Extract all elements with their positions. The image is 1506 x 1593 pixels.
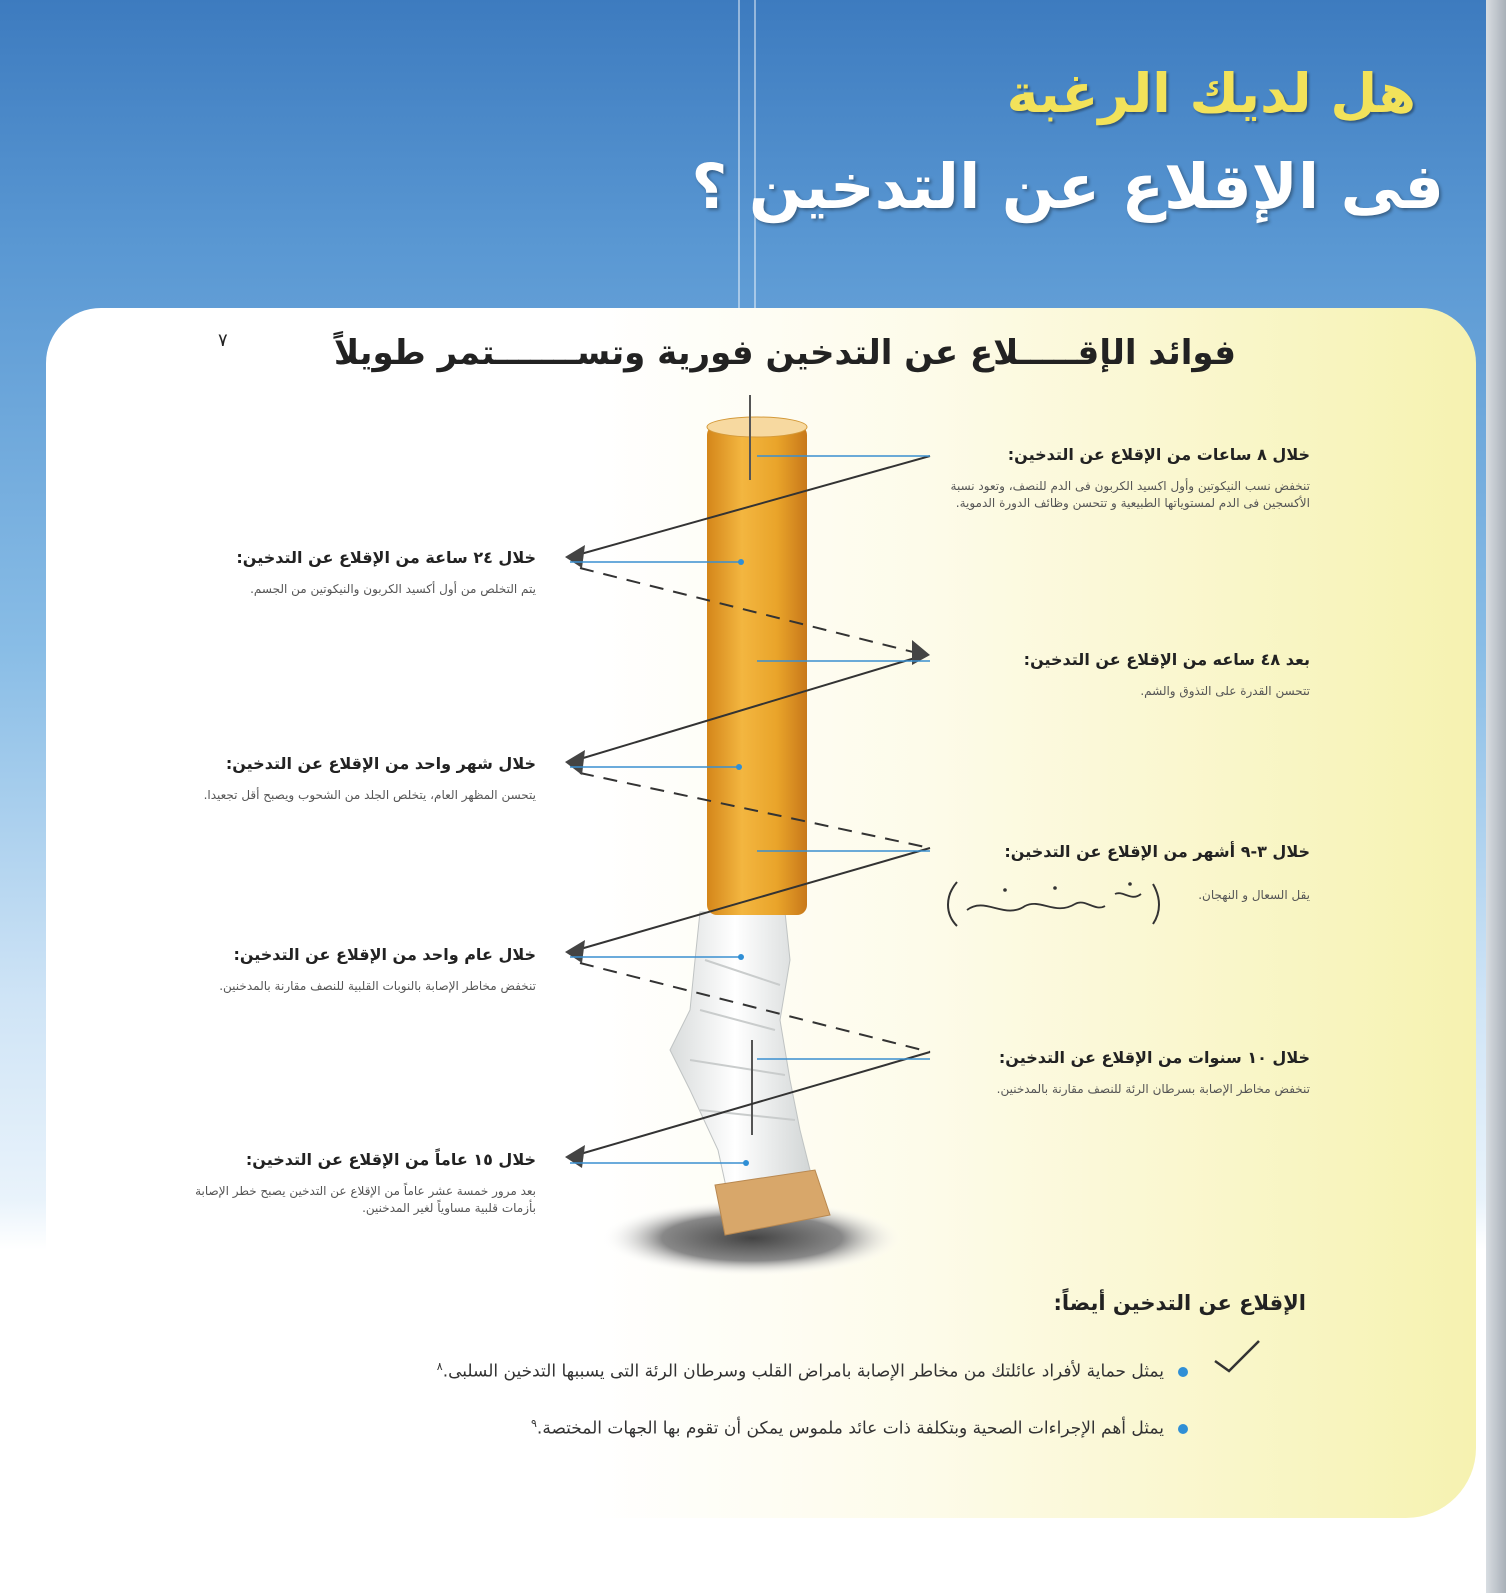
milestone-heading: خلال ١٥ عاماً من الإقلاع عن التدخين: [245,1150,536,1169]
milestone-heading: خلال ١٠ سنوات من الإقلاع عن التدخين: [998,1048,1310,1067]
section-title-reference: ٧ [218,330,228,351]
milestone-text: تنخفض مخاطر الإصابة بالنوبات القلبية للنصف مقارنة بالمدخنين. [219,979,536,993]
milestone-48-hours [970,650,1310,700]
milestone-text: يقل السعال و النهجان. [1198,888,1310,902]
milestone-heading: خلال عام واحد من الإقلاع عن التدخين: [233,945,536,964]
filter-top [707,417,807,437]
milestone-24-hours [176,548,536,598]
also-bullet-1 [437,1360,1188,1382]
milestone-text: تتحسن القدرة على التذوق والشم. [1140,684,1310,698]
checkmark-icon [1213,1337,1263,1377]
cigarette-filter [707,425,807,915]
milestone-text: بعد مرور خمسة عشر عاماً من الإقلاع عن التدخين يصبح خطر الإصابة بأزمات قلبية مساوياً لغير المدخنين. [195,1184,536,1215]
bullet-ref: ٨ [436,1360,443,1373]
milestone-heading: خلال شهر واحد من الإقلاع عن التدخين: [225,754,536,773]
milestone-text: تنخفض نسب النيكوتين وأول اكسيد الكربون فى الدم للنصف، وتعود نسبة الأكسجين فى الدم لمستوياتها الطبيعية و تتحسن وظائف الدورة الدموية. [950,479,1310,510]
milestone-heading: بعد ٤٨ ساعه من الإقلاع عن التدخين: [1023,650,1310,669]
also-bullet-2 [531,1417,1188,1439]
bullet-dot [1178,1424,1188,1434]
milestone-15-years [176,1150,536,1217]
milestone-8-hours [950,445,1310,512]
milestone-text: يتم التخلص من أول أكسيد الكربون والنيكوتين من الجسم. [250,582,536,596]
milestone-heading: خلال ٨ ساعات من الإقلاع عن التدخين: [1007,445,1310,464]
milestone-1-year [196,945,536,995]
milestone-text: يتحسن المظهر العام، يتخلص الجلد من الشحوب ويصبح أقل تجعيدا. [203,788,536,802]
section-title: فوائد الإقـــــلاع عن التدخين فورية وتســـــــتمر طويلاً [333,333,1236,373]
milestone-heading: خلال ٣-٩ أشهر من الإقلاع عن التدخين: [1004,842,1310,861]
milestone-text: تنخفض مخاطر الإصابة بسرطان الرئة للنصف مقارنة بالمدخنين. [996,1082,1310,1096]
handwritten-note-shortness-of-breath [945,876,1165,930]
hero-title-line2: فى الإقلاع عن التدخين ؟ [691,150,1444,223]
bullet-dot [1178,1367,1188,1377]
bullet-text: يمثل حماية لأفراد عائلتك من مخاطر الإصابة بامراض القلب وسرطان الرئة التى يسببها التدخين السلبى. [442,1361,1164,1382]
milestone-10-years [970,1048,1310,1098]
bullet-text: يمثل أهم الإجراءات الصحية وبتكلفة ذات عائد ملموس يمكن أن تقوم بها الجهات المختصة. [536,1418,1164,1439]
also-heading: الإقلاع عن التدخين أيضاً: [1053,1291,1306,1315]
bullet-ref: ٩ [531,1417,537,1430]
hero-title-line1: هل لديك الرغبة [1006,62,1416,125]
milestone-1-month [196,754,536,804]
milestone-heading: خلال ٢٤ ساعة من الإقلاع عن التدخين: [236,548,536,567]
